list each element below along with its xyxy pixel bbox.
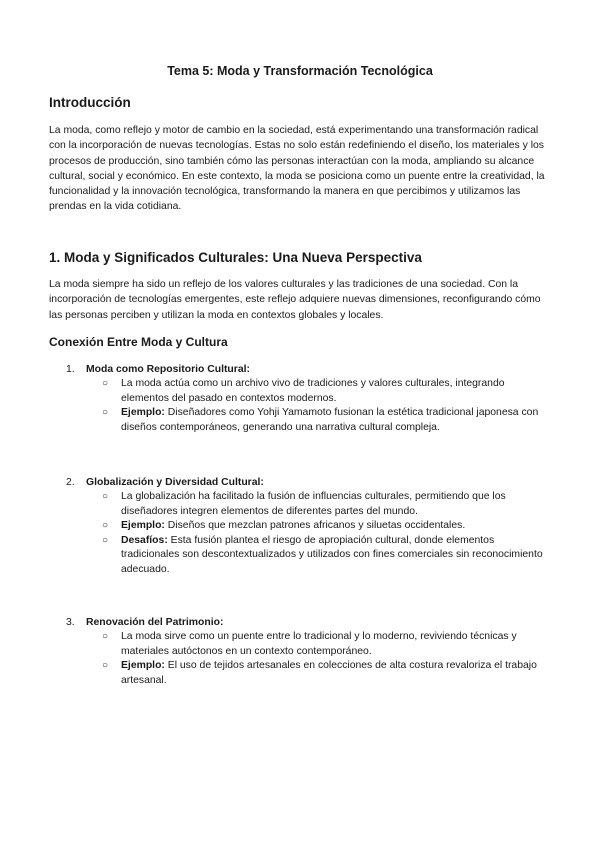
bullet-item xyxy=(102,377,554,406)
bullet-label: Ejemplo: xyxy=(121,520,165,532)
bullet-text: El uso de tejidos artesanales en colecciones de alta costura revaloriza el trabajo artesanal. xyxy=(121,660,537,686)
bullet-label: Ejemplo: xyxy=(121,407,165,419)
bullet-text: Esta fusión plantea el riesgo de apropiación cultural, donde elementos tradicionales son descontextualizados y utilizados con fines comerciales sin reconocimiento adecuado. xyxy=(121,534,543,575)
bullet-label: Ejemplo: xyxy=(121,660,165,672)
bullet-item xyxy=(102,630,554,659)
list-item-2-title: Globalización y Diversidad Cultural: xyxy=(86,477,264,488)
hollow-circle-icon: ○ xyxy=(102,491,109,502)
intro-heading: Introducción xyxy=(49,95,131,110)
bullet-item xyxy=(102,534,554,578)
bullet-item xyxy=(102,659,554,688)
bullet-text: La moda sirve como un puente entre lo tradicional y lo moderno, reviviendo técnicas y materiales autóctonos en un contexto contemporáneo. xyxy=(121,631,517,657)
section1-subheading: Conexión Entre Moda y Cultura xyxy=(49,335,228,349)
list-item-2-bullets xyxy=(102,490,554,578)
hollow-circle-icon: ○ xyxy=(102,378,109,389)
hollow-circle-icon: ○ xyxy=(102,631,109,642)
bullet-label: Desafíos: xyxy=(121,534,168,546)
hollow-circle-icon: ○ xyxy=(102,660,109,672)
bullet-item xyxy=(102,519,554,534)
bullet-item xyxy=(102,406,554,435)
document-title: Tema 5: Moda y Transformación Tecnológica xyxy=(167,64,433,78)
bullet-text: La moda actúa como un archivo vivo de tradiciones y valores culturales, integrando elementos del pasado en contextos modernos. xyxy=(121,378,505,404)
list-item-1-title: Moda como Repositorio Cultural: xyxy=(86,364,250,375)
bullet-text: La globalización ha facilitado la fusión de influencias culturales, permitiendo que los diseñadores integren elementos de diferentes partes del mundo. xyxy=(121,491,506,517)
hollow-circle-icon: ○ xyxy=(102,407,109,419)
bullet-item xyxy=(102,490,554,519)
section1-heading: 1. Moda y Significados Culturales: Una Nueva Perspectiva xyxy=(49,250,422,265)
section1-paragraph: La moda siempre ha sido un reflejo de los valores culturales y las tradiciones de una sociedad. Con la incorporación de tecnologías emergentes, este reflejo adquiere nuevas dimensiones, reconfigurando cómo las personas perciben y utilizan la moda en contextos globales y locales. xyxy=(49,279,541,321)
hollow-circle-icon: ○ xyxy=(102,520,109,532)
intro-paragraph: La moda, como reflejo y motor de cambio en la sociedad, está experimentando una transformación radical con la incorporación de nuevas tecnologías. Estas no solo están redefiniendo el diseño, los materiales y los procesos de producción, sino también cómo las personas interactúan con la moda, ampliando su alcance cultural, social y económico. En este contexto, la moda se posiciona como un puente entre la creatividad, la funcionalidad y la innovación tecnológica, transformando la manera en que percibimos y utilizamos las prendas en la vida cotidiana. xyxy=(49,125,545,213)
list-item-1-bullets xyxy=(102,377,554,435)
bullet-text: Diseñadores como Yohji Yamamoto fusionan la estética tradicional japonesa con diseños contemporáneos, generando una narrativa cultural compleja. xyxy=(121,407,539,433)
list-item-1-number: 1. xyxy=(66,364,75,375)
list-item-3-title: Renovación del Patrimonio: xyxy=(86,617,224,628)
list-item-3-bullets xyxy=(102,630,554,688)
list-item-3-number: 3. xyxy=(66,617,75,628)
hollow-circle-icon: ○ xyxy=(102,534,109,546)
list-item-2-number: 2. xyxy=(66,477,75,488)
bullet-text: Diseños que mezclan patrones africanos y siluetas occidentales. xyxy=(164,520,466,532)
